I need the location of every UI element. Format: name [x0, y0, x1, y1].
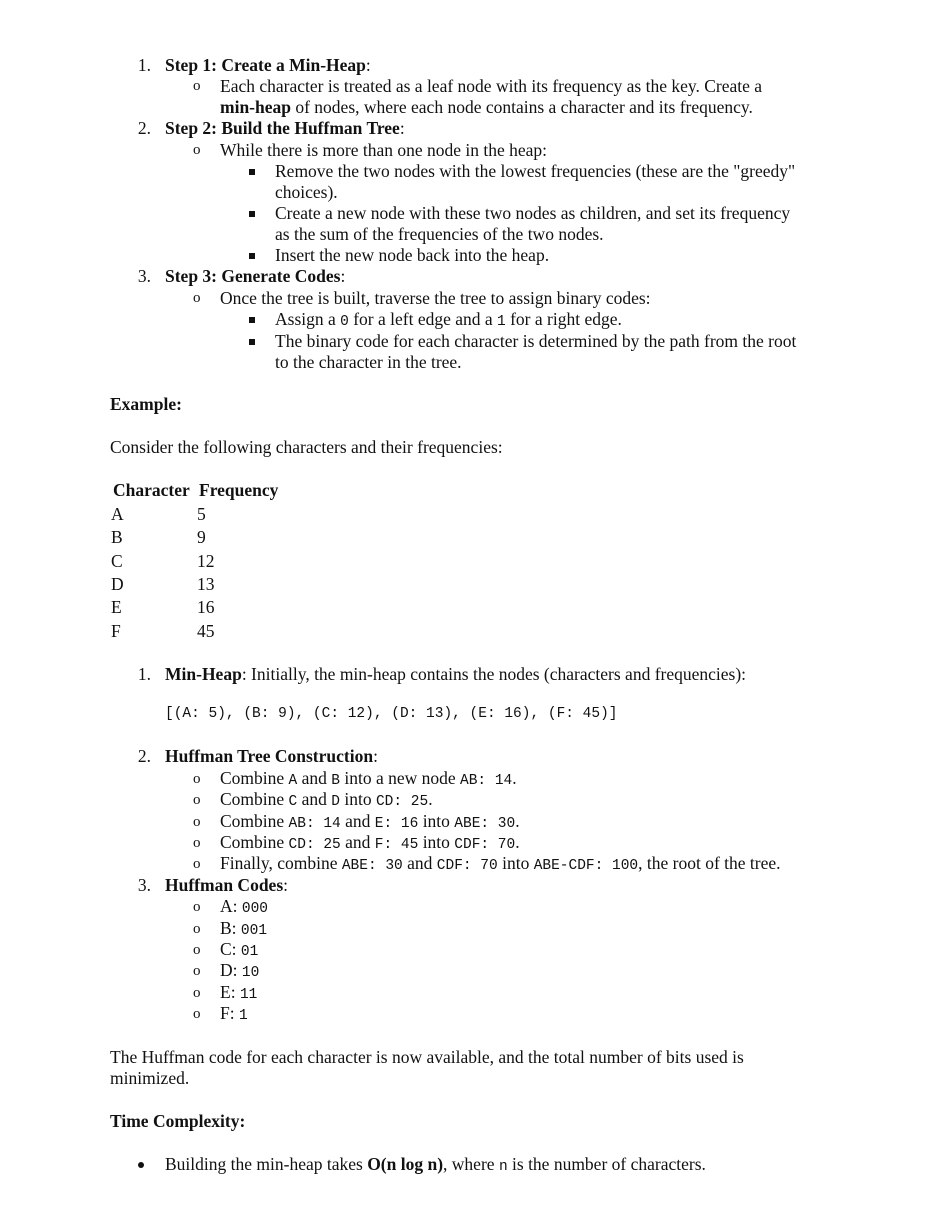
list-item: Finally, combine ABE: 30 and CDF: 70 into ABE-CDF: 100, the root of the tree. — [220, 853, 781, 874]
bullet-marker: o — [193, 142, 201, 158]
bullet-text: Assign a 0 for a left edge and a 1 for a right edge. — [275, 309, 622, 330]
square-bullet — [249, 253, 255, 259]
conclusion-text: minimized. — [110, 1068, 190, 1088]
table-cell: 45 — [197, 621, 215, 641]
list-number: 1. — [137, 664, 151, 684]
table-header-character: Character — [113, 480, 190, 500]
bullet-text: The binary code for each character is determined by the path from the root — [275, 331, 797, 351]
bullet-marker: o — [193, 985, 201, 1001]
table-cell: 13 — [197, 574, 215, 594]
step-title: Step 3: Generate Codes: — [165, 266, 346, 286]
table-cell: E — [111, 597, 122, 617]
conclusion-text: The Huffman code for each character is now available, and the total number of bits used is — [110, 1047, 744, 1067]
bullet-marker: o — [193, 835, 201, 851]
heap-code: [(A: 5), (B: 9), (C: 12), (D: 13), (E: 16), (F: 45)] — [165, 706, 618, 722]
table-cell: C — [111, 551, 123, 571]
list-number: 3. — [137, 875, 151, 895]
bullet-marker: o — [193, 78, 201, 94]
code-item: E: 11 — [220, 982, 258, 1003]
bullet-marker: o — [193, 899, 201, 915]
bullet-marker: o — [193, 814, 201, 830]
bullet-marker: o — [193, 792, 201, 808]
table-cell: A — [111, 504, 124, 524]
table-cell: D — [111, 574, 124, 594]
time-complexity-heading: Time Complexity: — [110, 1111, 246, 1131]
code-item: C: 01 — [220, 939, 259, 960]
list-number: 2. — [137, 746, 151, 766]
code-item: D: 10 — [220, 960, 260, 981]
example-intro: Consider the following characters and their frequencies: — [110, 437, 503, 457]
bullet-marker: o — [193, 290, 201, 306]
table-cell: B — [111, 527, 123, 547]
list-item: Combine AB: 14 and E: 16 into ABE: 30. — [220, 811, 520, 832]
bullet-marker: o — [193, 856, 201, 872]
bullet-marker: o — [193, 1006, 201, 1022]
table-cell: 12 — [197, 551, 215, 571]
square-bullet — [249, 169, 255, 175]
example-heading: Example: — [110, 394, 182, 414]
list-item: Combine CD: 25 and F: 45 into CDF: 70. — [220, 832, 520, 853]
step-title: Step 2: Build the Huffman Tree: — [165, 118, 405, 138]
bullet-text: Insert the new node back into the heap. — [275, 245, 550, 265]
codes-title: Huffman Codes: — [165, 875, 289, 895]
step-title: Step 1: Create a Min-Heap: — [165, 55, 371, 75]
bullet-text: Remove the two nodes with the lowest frequencies (these are the "greedy" — [275, 161, 796, 181]
square-bullet — [249, 211, 255, 217]
step-number: 3. — [137, 266, 151, 286]
bullet-text: to the character in the tree. — [275, 352, 462, 372]
step-text: Each character is treated as a leaf node with its frequency as the key. Create a — [220, 76, 763, 96]
step-text: Once the tree is built, traverse the tree to assign binary codes: — [220, 288, 651, 308]
table-header-frequency: Frequency — [199, 480, 279, 500]
table-cell: F — [111, 621, 121, 641]
list-item: Combine A and B into a new node AB: 14. — [220, 768, 517, 789]
bullet-dot — [138, 1162, 144, 1168]
square-bullet — [249, 317, 255, 323]
list-item: Combine C and D into CD: 25. — [220, 789, 433, 810]
table-cell: 16 — [197, 597, 215, 617]
bullet-text: choices). — [275, 182, 338, 202]
step-number: 2. — [137, 118, 151, 138]
construction-title: Huffman Tree Construction: — [165, 746, 378, 766]
bullet-text: as the sum of the frequencies of the two nodes. — [275, 224, 604, 244]
bullet-marker: o — [193, 963, 201, 979]
bullet-marker: o — [193, 771, 201, 787]
code-item: A: 000 — [220, 896, 268, 917]
bullet-text: Create a new node with these two nodes as children, and set its frequency — [275, 203, 791, 223]
bullet-marker: o — [193, 942, 201, 958]
table-cell: 9 — [197, 527, 206, 547]
minheap-item: Min-Heap: Initially, the min-heap contains the nodes (characters and frequencies): — [165, 664, 747, 684]
bullet-marker: o — [193, 921, 201, 937]
step-number: 1. — [137, 55, 151, 75]
code-item: F: 1 — [220, 1003, 248, 1024]
step-text: min-heap of nodes, where each node contains a character and its frequency. — [220, 97, 753, 117]
time-complexity-item: Building the min-heap takes O(n log n), where n is the number of characters. — [165, 1154, 706, 1175]
table-cell: 5 — [197, 504, 206, 524]
step-text: While there is more than one node in the heap: — [220, 140, 548, 160]
square-bullet — [249, 339, 255, 345]
code-item: B: 001 — [220, 918, 268, 939]
